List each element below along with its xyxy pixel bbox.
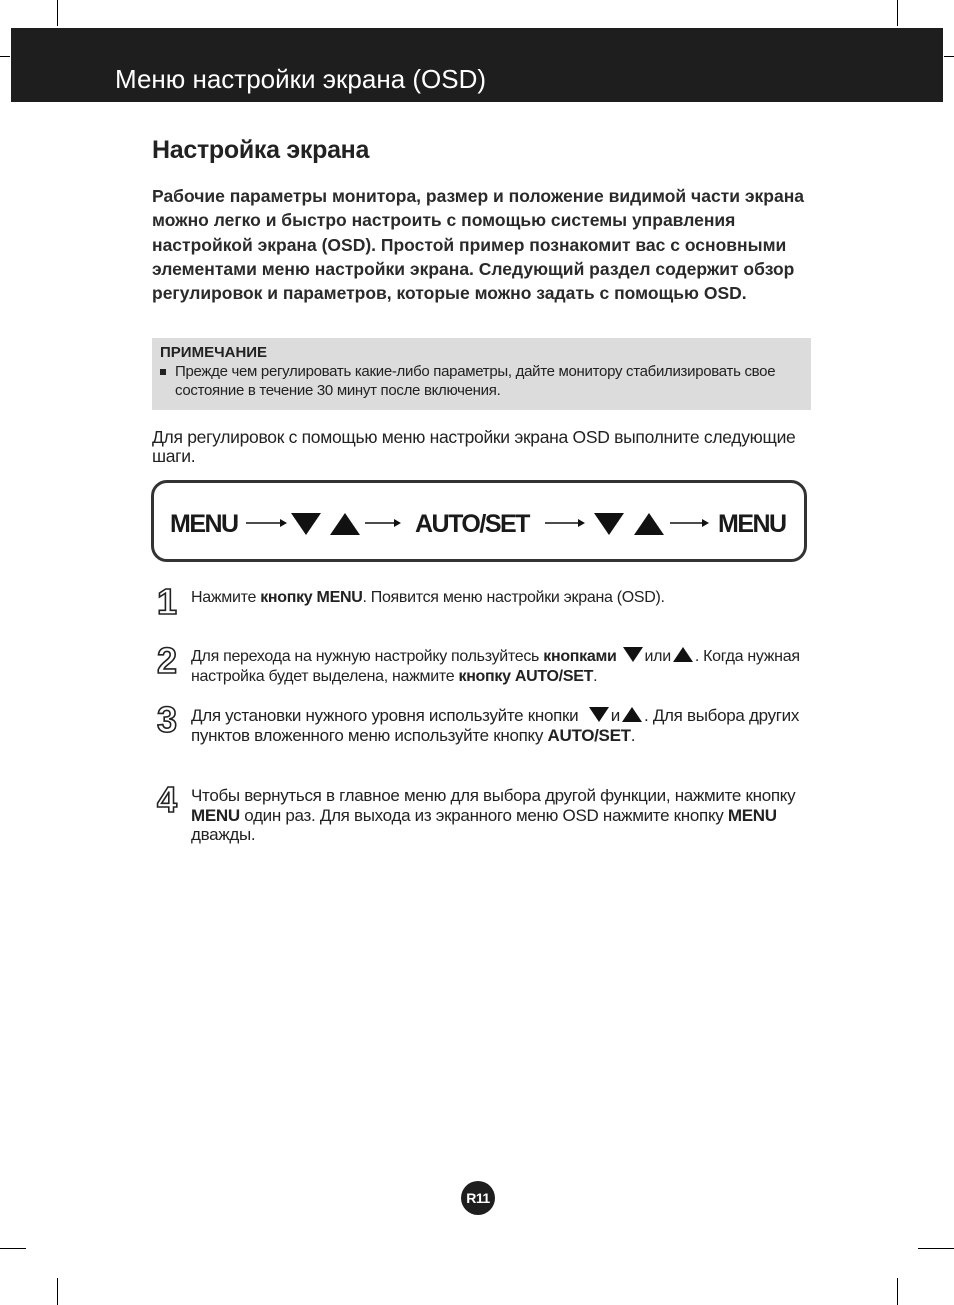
intro-paragraph: Рабочие параметры монитора, размер и положение видимой части экрана можно легко и быстро настроить с помощью системы управления настройкой экрана (OSD). Простой пример познакомит вас с основными элементами меню настройки экрана. Следующий раздел содержит обзор регулировок и параметров, которые можно задать с помощью OSD. (152, 186, 805, 304)
crop-mark (0, 56, 10, 57)
note-title: ПРИМЕЧАНИЕ (160, 344, 268, 361)
step-text: Чтобы вернуться в главное меню для выбора другой функции, нажмите кнопку MENU один раз. Для выхода из экранного меню OSD нажмите кнопку MENU дважды. (191, 786, 796, 844)
triangle-down-icon (589, 707, 609, 722)
triangle-down-icon (291, 513, 321, 535)
step-text: Нажмите кнопку MENU. Появится меню настройки экрана (OSD). (191, 589, 665, 606)
arrow-right-icon (670, 519, 709, 527)
triangle-up-icon (634, 513, 664, 535)
bullet-icon (160, 369, 166, 375)
crop-mark (897, 0, 898, 26)
crop-mark (0, 1248, 26, 1249)
note-box (152, 338, 811, 410)
page-header-title: Меню настройки экрана (OSD) (115, 64, 487, 94)
arrow-right-icon (246, 519, 287, 527)
crop-mark (944, 56, 954, 57)
arrow-right-icon (365, 519, 401, 527)
step-number: 3 (156, 699, 178, 740)
step-number: 4 (156, 779, 178, 820)
button-sequence-diagram (151, 480, 807, 562)
crop-mark (897, 1278, 898, 1305)
triangle-down-icon (623, 647, 643, 662)
crop-mark (918, 1248, 954, 1249)
menu-button-label: MENU (170, 510, 238, 538)
page-number-badge: R11 (461, 1181, 495, 1215)
step-number: 2 (156, 640, 178, 681)
step-text: Для установки нужного уровня используйте кнопки и . Для выбора других пунктов вложенного меню используйте кнопку AUTO/SET. (191, 706, 800, 745)
crop-mark (57, 0, 58, 26)
menu-button-label: MENU (718, 510, 786, 538)
auto-set-button-label: AUTO/SET (415, 510, 529, 538)
crop-mark (57, 1278, 58, 1305)
section-title: Настройка экрана (152, 136, 370, 164)
note-text: Прежде чем регулировать какие-либо параметры, дайте монитору стабилизировать свое состояние в течение 30 минут после включения. (175, 363, 776, 399)
triangle-up-icon (673, 647, 693, 662)
header-bar (11, 28, 943, 102)
triangle-up-icon (622, 707, 642, 722)
steps-intro: Для регулировок с помощью меню настройки экрана OSD выполните следующие шаги. (152, 427, 796, 466)
triangle-up-icon (330, 513, 360, 535)
step-number: 1 (156, 581, 178, 622)
note-item (160, 362, 803, 400)
triangle-down-icon (594, 513, 624, 535)
arrow-right-icon (545, 519, 585, 527)
step-text: Для перехода на нужную настройку пользуйтесь кнопками или . Когда нужная настройка будет выделена, нажмите кнопку AUTO/SET. (191, 648, 800, 685)
